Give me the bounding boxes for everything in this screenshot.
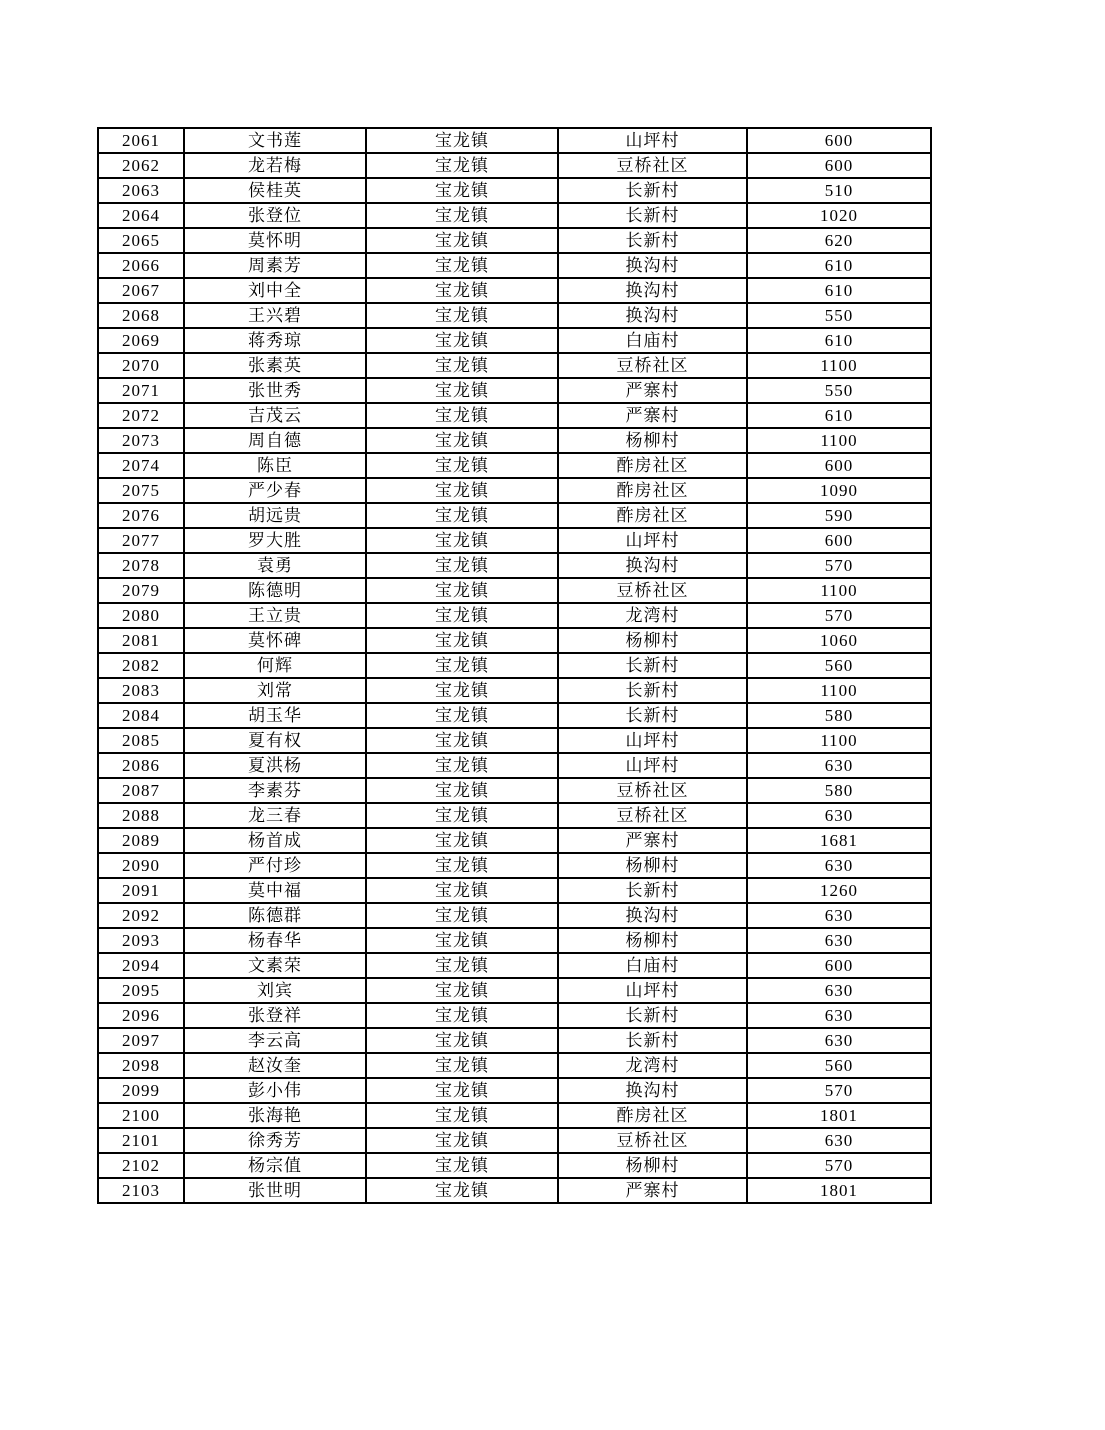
table-row (98, 628, 931, 653)
cell-village: 白庙村 (558, 953, 747, 978)
table-row (98, 403, 931, 428)
table-row (98, 1178, 931, 1203)
cell-name: 张世秀 (184, 378, 366, 403)
cell-town: 宝龙镇 (366, 353, 558, 378)
table-row (98, 553, 931, 578)
cell-village: 换沟村 (558, 903, 747, 928)
cell-village: 山坪村 (558, 978, 747, 1003)
cell-amount: 560 (747, 1053, 931, 1078)
cell-village: 长新村 (558, 703, 747, 728)
cell-name: 杨首成 (184, 828, 366, 853)
cell-id: 2066 (98, 253, 184, 278)
cell-town: 宝龙镇 (366, 728, 558, 753)
table-row (98, 1078, 931, 1103)
cell-amount: 550 (747, 303, 931, 328)
table-body (98, 128, 931, 1203)
cell-id: 2085 (98, 728, 184, 753)
table-row (98, 853, 931, 878)
cell-amount: 610 (747, 328, 931, 353)
cell-name: 夏有权 (184, 728, 366, 753)
cell-id: 2098 (98, 1053, 184, 1078)
cell-amount: 600 (747, 453, 931, 478)
cell-town: 宝龙镇 (366, 403, 558, 428)
cell-town: 宝龙镇 (366, 453, 558, 478)
cell-id: 2067 (98, 278, 184, 303)
cell-village: 换沟村 (558, 278, 747, 303)
cell-name: 陈臣 (184, 453, 366, 478)
cell-village: 长新村 (558, 203, 747, 228)
cell-village: 严寨村 (558, 403, 747, 428)
cell-village: 换沟村 (558, 253, 747, 278)
cell-town: 宝龙镇 (366, 803, 558, 828)
cell-town: 宝龙镇 (366, 878, 558, 903)
cell-village: 山坪村 (558, 128, 747, 153)
cell-name: 莫怀碑 (184, 628, 366, 653)
table-row (98, 578, 931, 603)
cell-town: 宝龙镇 (366, 903, 558, 928)
table-row (98, 753, 931, 778)
table-row (98, 828, 931, 853)
cell-name: 文书莲 (184, 128, 366, 153)
cell-town: 宝龙镇 (366, 203, 558, 228)
cell-id: 2064 (98, 203, 184, 228)
cell-village: 豆桥社区 (558, 153, 747, 178)
cell-village: 酢房社区 (558, 503, 747, 528)
cell-village: 豆桥社区 (558, 353, 747, 378)
cell-town: 宝龙镇 (366, 328, 558, 353)
cell-name: 杨宗值 (184, 1153, 366, 1178)
cell-name: 刘中全 (184, 278, 366, 303)
cell-village: 换沟村 (558, 1078, 747, 1103)
cell-town: 宝龙镇 (366, 953, 558, 978)
table-row (98, 428, 931, 453)
cell-name: 王兴碧 (184, 303, 366, 328)
cell-name: 蒋秀琼 (184, 328, 366, 353)
cell-village: 杨柳村 (558, 928, 747, 953)
cell-amount: 1260 (747, 878, 931, 903)
table-row (98, 778, 931, 803)
cell-name: 何辉 (184, 653, 366, 678)
table-row (98, 303, 931, 328)
table-row (98, 803, 931, 828)
cell-amount: 630 (747, 903, 931, 928)
cell-amount: 570 (747, 553, 931, 578)
cell-id: 2069 (98, 328, 184, 353)
cell-amount: 570 (747, 603, 931, 628)
cell-amount: 1100 (747, 728, 931, 753)
cell-town: 宝龙镇 (366, 1078, 558, 1103)
cell-id: 2084 (98, 703, 184, 728)
table-row (98, 953, 931, 978)
cell-town: 宝龙镇 (366, 678, 558, 703)
cell-id: 2102 (98, 1153, 184, 1178)
cell-village: 长新村 (558, 678, 747, 703)
cell-village: 龙湾村 (558, 603, 747, 628)
cell-town: 宝龙镇 (366, 228, 558, 253)
cell-town: 宝龙镇 (366, 1153, 558, 1178)
table-row (98, 328, 931, 353)
cell-amount: 630 (747, 1003, 931, 1028)
cell-amount: 1681 (747, 828, 931, 853)
cell-id: 2065 (98, 228, 184, 253)
cell-town: 宝龙镇 (366, 128, 558, 153)
cell-id: 2079 (98, 578, 184, 603)
cell-name: 罗大胜 (184, 528, 366, 553)
table-row (98, 228, 931, 253)
table-row (98, 678, 931, 703)
cell-id: 2092 (98, 903, 184, 928)
cell-id: 2095 (98, 978, 184, 1003)
cell-amount: 630 (747, 853, 931, 878)
cell-id: 2094 (98, 953, 184, 978)
cell-amount: 560 (747, 653, 931, 678)
cell-id: 2093 (98, 928, 184, 953)
cell-name: 李素芬 (184, 778, 366, 803)
cell-town: 宝龙镇 (366, 1028, 558, 1053)
table-row (98, 653, 931, 678)
cell-town: 宝龙镇 (366, 1178, 558, 1203)
cell-name: 侯桂英 (184, 178, 366, 203)
cell-id: 2090 (98, 853, 184, 878)
cell-town: 宝龙镇 (366, 653, 558, 678)
cell-name: 陈德明 (184, 578, 366, 603)
cell-name: 张登位 (184, 203, 366, 228)
cell-name: 龙三春 (184, 803, 366, 828)
cell-name: 莫中福 (184, 878, 366, 903)
cell-id: 2081 (98, 628, 184, 653)
cell-name: 胡远贵 (184, 503, 366, 528)
cell-amount: 1100 (747, 353, 931, 378)
cell-name: 吉茂云 (184, 403, 366, 428)
cell-id: 2071 (98, 378, 184, 403)
cell-id: 2097 (98, 1028, 184, 1053)
cell-amount: 590 (747, 503, 931, 528)
table-row (98, 353, 931, 378)
cell-id: 2075 (98, 478, 184, 503)
cell-name: 刘常 (184, 678, 366, 703)
cell-amount: 600 (747, 953, 931, 978)
cell-amount: 610 (747, 253, 931, 278)
cell-village: 酢房社区 (558, 453, 747, 478)
cell-town: 宝龙镇 (366, 378, 558, 403)
cell-id: 2082 (98, 653, 184, 678)
cell-id: 2087 (98, 778, 184, 803)
table-row (98, 1103, 931, 1128)
cell-village: 长新村 (558, 1003, 747, 1028)
cell-town: 宝龙镇 (366, 153, 558, 178)
cell-amount: 630 (747, 928, 931, 953)
cell-name: 莫怀明 (184, 228, 366, 253)
data-table (97, 127, 932, 1204)
cell-name: 李云高 (184, 1028, 366, 1053)
cell-town: 宝龙镇 (366, 853, 558, 878)
cell-town: 宝龙镇 (366, 578, 558, 603)
cell-amount: 1100 (747, 678, 931, 703)
cell-name: 张素英 (184, 353, 366, 378)
cell-amount: 630 (747, 753, 931, 778)
cell-amount: 1100 (747, 578, 931, 603)
cell-id: 2089 (98, 828, 184, 853)
cell-id: 2099 (98, 1078, 184, 1103)
table-row (98, 528, 931, 553)
cell-amount: 580 (747, 778, 931, 803)
cell-village: 豆桥社区 (558, 778, 747, 803)
cell-town: 宝龙镇 (366, 303, 558, 328)
cell-village: 豆桥社区 (558, 1128, 747, 1153)
cell-name: 龙若梅 (184, 153, 366, 178)
cell-id: 2073 (98, 428, 184, 453)
cell-amount: 630 (747, 803, 931, 828)
cell-id: 2076 (98, 503, 184, 528)
cell-town: 宝龙镇 (366, 478, 558, 503)
cell-village: 严寨村 (558, 828, 747, 853)
table-row (98, 378, 931, 403)
cell-amount: 630 (747, 1028, 931, 1053)
table-row (98, 1003, 931, 1028)
cell-town: 宝龙镇 (366, 178, 558, 203)
cell-name: 袁勇 (184, 553, 366, 578)
cell-amount: 1801 (747, 1103, 931, 1128)
cell-amount: 1100 (747, 428, 931, 453)
cell-id: 2091 (98, 878, 184, 903)
cell-amount: 610 (747, 403, 931, 428)
cell-name: 周自德 (184, 428, 366, 453)
cell-town: 宝龙镇 (366, 1128, 558, 1153)
cell-village: 换沟村 (558, 303, 747, 328)
cell-village: 长新村 (558, 1028, 747, 1053)
cell-amount: 600 (747, 153, 931, 178)
table-row (98, 253, 931, 278)
cell-town: 宝龙镇 (366, 778, 558, 803)
cell-amount: 600 (747, 128, 931, 153)
table-row (98, 903, 931, 928)
cell-id: 2100 (98, 1103, 184, 1128)
cell-amount: 1020 (747, 203, 931, 228)
table-row (98, 1128, 931, 1153)
cell-amount: 570 (747, 1153, 931, 1178)
cell-town: 宝龙镇 (366, 978, 558, 1003)
table-row (98, 278, 931, 303)
cell-amount: 570 (747, 1078, 931, 1103)
table-row (98, 1028, 931, 1053)
table-row (98, 153, 931, 178)
cell-id: 2070 (98, 353, 184, 378)
cell-id: 2074 (98, 453, 184, 478)
cell-amount: 610 (747, 278, 931, 303)
cell-town: 宝龙镇 (366, 1003, 558, 1028)
cell-id: 2068 (98, 303, 184, 328)
table-row (98, 1053, 931, 1078)
table-row (98, 703, 931, 728)
cell-name: 刘宾 (184, 978, 366, 1003)
table-row (98, 128, 931, 153)
table-row (98, 878, 931, 903)
cell-village: 杨柳村 (558, 428, 747, 453)
cell-town: 宝龙镇 (366, 1053, 558, 1078)
cell-village: 换沟村 (558, 553, 747, 578)
cell-amount: 630 (747, 1128, 931, 1153)
cell-id: 2096 (98, 1003, 184, 1028)
cell-amount: 600 (747, 528, 931, 553)
cell-id: 2083 (98, 678, 184, 703)
cell-id: 2077 (98, 528, 184, 553)
cell-village: 严寨村 (558, 378, 747, 403)
cell-id: 2080 (98, 603, 184, 628)
cell-village: 白庙村 (558, 328, 747, 353)
cell-village: 山坪村 (558, 528, 747, 553)
cell-id: 2062 (98, 153, 184, 178)
cell-town: 宝龙镇 (366, 1103, 558, 1128)
cell-id: 2101 (98, 1128, 184, 1153)
cell-amount: 1090 (747, 478, 931, 503)
cell-village: 杨柳村 (558, 853, 747, 878)
cell-town: 宝龙镇 (366, 278, 558, 303)
cell-village: 山坪村 (558, 753, 747, 778)
table-row (98, 203, 931, 228)
table-row (98, 178, 931, 203)
cell-town: 宝龙镇 (366, 253, 558, 278)
cell-id: 2072 (98, 403, 184, 428)
cell-amount: 580 (747, 703, 931, 728)
cell-id: 2061 (98, 128, 184, 153)
table-row (98, 978, 931, 1003)
table-row (98, 1153, 931, 1178)
cell-name: 严付珍 (184, 853, 366, 878)
cell-town: 宝龙镇 (366, 603, 558, 628)
cell-town: 宝龙镇 (366, 928, 558, 953)
cell-name: 文素荣 (184, 953, 366, 978)
cell-village: 酢房社区 (558, 478, 747, 503)
cell-name: 张海艳 (184, 1103, 366, 1128)
cell-name: 严少春 (184, 478, 366, 503)
cell-id: 2086 (98, 753, 184, 778)
cell-amount: 1801 (747, 1178, 931, 1203)
cell-id: 2088 (98, 803, 184, 828)
cell-town: 宝龙镇 (366, 528, 558, 553)
cell-village: 豆桥社区 (558, 803, 747, 828)
cell-village: 山坪村 (558, 728, 747, 753)
cell-amount: 550 (747, 378, 931, 403)
cell-name: 张登祥 (184, 1003, 366, 1028)
cell-village: 杨柳村 (558, 1153, 747, 1178)
cell-town: 宝龙镇 (366, 828, 558, 853)
cell-town: 宝龙镇 (366, 553, 558, 578)
cell-village: 豆桥社区 (558, 578, 747, 603)
cell-name: 杨春华 (184, 928, 366, 953)
cell-name: 赵汝奎 (184, 1053, 366, 1078)
cell-id: 2063 (98, 178, 184, 203)
table-row (98, 928, 931, 953)
cell-town: 宝龙镇 (366, 628, 558, 653)
cell-amount: 630 (747, 978, 931, 1003)
cell-town: 宝龙镇 (366, 703, 558, 728)
table-row (98, 728, 931, 753)
cell-village: 龙湾村 (558, 1053, 747, 1078)
cell-id: 2078 (98, 553, 184, 578)
cell-id: 2103 (98, 1178, 184, 1203)
cell-town: 宝龙镇 (366, 428, 558, 453)
table-row (98, 503, 931, 528)
cell-village: 严寨村 (558, 1178, 747, 1203)
table-row (98, 478, 931, 503)
cell-name: 彭小伟 (184, 1078, 366, 1103)
cell-amount: 510 (747, 178, 931, 203)
cell-name: 王立贵 (184, 603, 366, 628)
table-row (98, 603, 931, 628)
cell-village: 长新村 (558, 878, 747, 903)
table-row (98, 453, 931, 478)
cell-name: 徐秀芳 (184, 1128, 366, 1153)
cell-name: 夏洪杨 (184, 753, 366, 778)
cell-amount: 620 (747, 228, 931, 253)
cell-village: 杨柳村 (558, 628, 747, 653)
cell-village: 长新村 (558, 228, 747, 253)
cell-name: 周素芳 (184, 253, 366, 278)
cell-village: 长新村 (558, 653, 747, 678)
cell-town: 宝龙镇 (366, 753, 558, 778)
cell-village: 酢房社区 (558, 1103, 747, 1128)
cell-village: 长新村 (558, 178, 747, 203)
cell-town: 宝龙镇 (366, 503, 558, 528)
cell-name: 张世明 (184, 1178, 366, 1203)
cell-amount: 1060 (747, 628, 931, 653)
cell-name: 胡玉华 (184, 703, 366, 728)
cell-name: 陈德群 (184, 903, 366, 928)
